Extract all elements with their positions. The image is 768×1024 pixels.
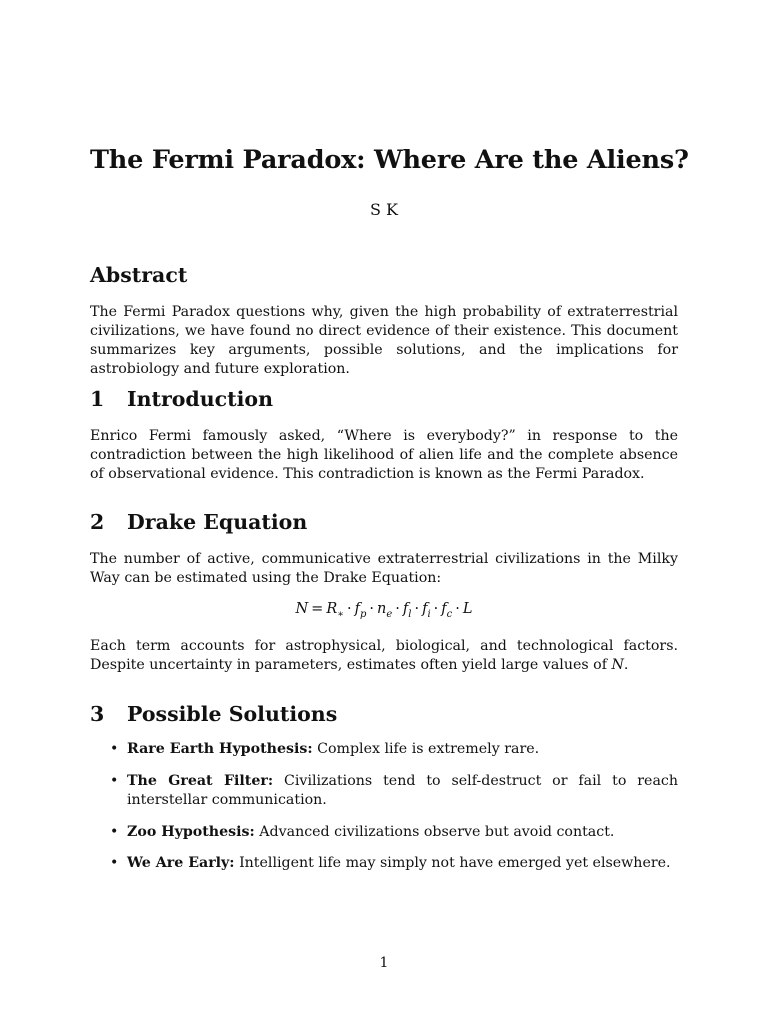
item-label: Rare Earth Hypothesis: [127, 741, 313, 757]
drake-explanation-text [90, 637, 678, 675]
section-number: 2 [90, 510, 105, 534]
page-number: 1 [379, 955, 389, 971]
equation-subscript: e [386, 608, 393, 620]
equation-term: $f_i$ [422, 601, 431, 620]
equation-dot: · [369, 601, 375, 617]
abstract-heading: Abstract [90, 263, 188, 287]
equation-term: L [462, 601, 473, 617]
bullet-icon: • [110, 773, 119, 789]
section-number: 1 [90, 387, 105, 411]
item-label: We Are Early: [127, 855, 235, 871]
variable-n: N [611, 657, 624, 673]
equation-subscript: c [446, 608, 453, 620]
document-author: S K [370, 200, 398, 219]
equation-subscript: l [408, 608, 412, 620]
equation-term: $R_∗$ [326, 601, 345, 620]
equation-lhs: N [295, 601, 309, 617]
equation-subscript: ∗ [337, 608, 345, 620]
item-text: Advanced civilizations observe but avoid contact. [259, 824, 615, 840]
section-title: Drake Equation [127, 510, 308, 534]
sentence-end: . [623, 657, 629, 673]
section-heading-possible-solutions [90, 702, 337, 726]
equation-subscript: i [427, 608, 431, 620]
equation-equals: = [311, 601, 324, 617]
equation-dot: · [347, 601, 352, 617]
section-title: Possible Solutions [127, 702, 338, 726]
bullet-icon: • [110, 741, 119, 757]
equation-dot: · [395, 601, 400, 617]
equation-term: $f_p$ [354, 601, 367, 620]
equation-dot: · [455, 601, 460, 617]
item-text: Civilizations tend to self-destruct or fail to reach interstellar communication. [127, 773, 678, 808]
item-label: The Great Filter: [127, 773, 274, 789]
section-number: 3 [90, 702, 105, 726]
introduction-text: Enrico Fermi famously asked, “Where is everybody?” in response to the contradiction between the high likelihood of alien life and the complete absence of observational evidence. This contradiction is known as the Fermi Paradox. [90, 428, 678, 482]
section-heading-drake-equation [90, 510, 307, 534]
item-text: Complex life is extremely rare. [317, 741, 540, 757]
drake-equation [90, 601, 678, 620]
equation-dot: · [433, 601, 439, 617]
equation-term: $n_e$ [377, 601, 393, 620]
abstract-text: The Fermi Paradox questions why, given the high probability of extraterrestrial civilizations, we have found no direct evidence of their existence. This document summarizes key arguments, possible solutions, and the implications for astrobiology and future exploration. [90, 304, 678, 377]
item-text: Intelligent life may simply not have emerged yet elsewhere. [239, 855, 671, 871]
equation-dot: · [414, 601, 420, 617]
document-title: The Fermi Paradox: Where Are the Aliens? [90, 145, 689, 175]
item-label: Zoo Hypothesis: [127, 824, 255, 840]
section-heading-introduction [90, 387, 273, 411]
equation-subscript: p [360, 608, 367, 620]
equation-term: $f_c$ [441, 601, 453, 620]
drake-intro-text: The number of active, communicative extraterrestrial civilizations in the Milky Way can be estimated using the Drake Equation: [90, 551, 678, 586]
equation-term: $f_l$ [402, 601, 412, 620]
section-title: Introduction [127, 387, 273, 411]
bullet-icon: • [110, 824, 119, 840]
drake-explanation-body: Each term accounts for astrophysical, biological, and technological factors. Despite uncertainty in parameters, estimates often yield large values of [90, 638, 678, 673]
bullet-icon: • [110, 855, 119, 871]
